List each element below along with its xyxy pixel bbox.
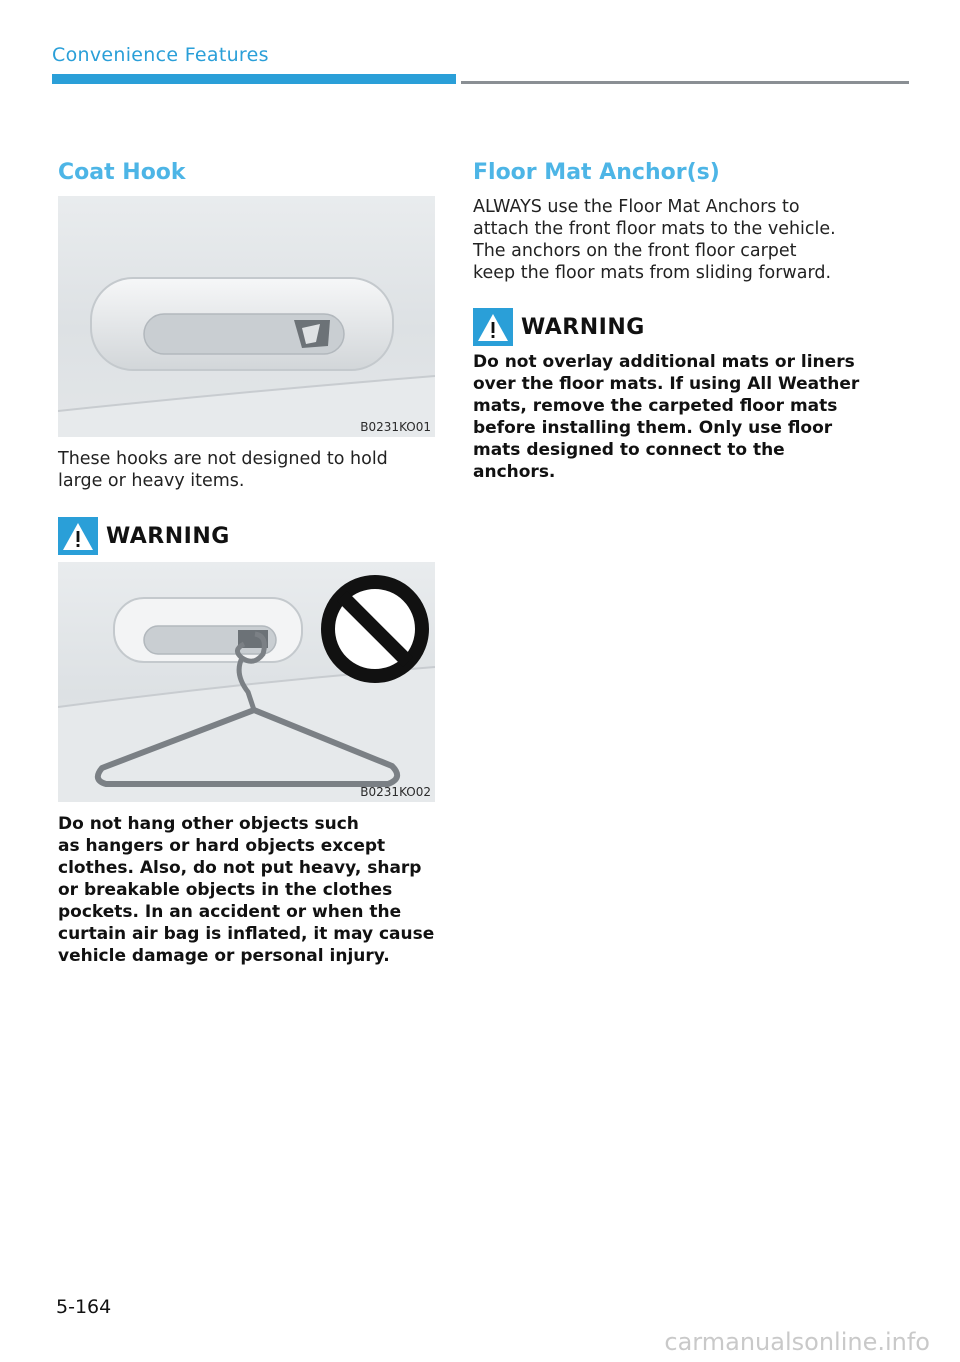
watermark: carmanualsonline.info — [664, 1328, 930, 1356]
coat-hook-warning-header — [58, 517, 230, 555]
coat-hook-title: Coat Hook — [58, 160, 186, 185]
warning-label: WARNING — [106, 523, 230, 549]
header-bar-accent — [52, 74, 456, 84]
floor-mat-title: Floor Mat Anchor(s) — [473, 160, 720, 185]
warning-icon — [58, 517, 98, 555]
coat-hook-illustration — [58, 196, 435, 437]
warning-label: WARNING — [521, 314, 645, 340]
prohibited-icon — [320, 574, 430, 684]
page-number: 5-164 — [56, 1296, 112, 1318]
coat-hook-body-line-1: These hooks are not designed to hold — [58, 449, 388, 469]
header-bar-rule — [461, 81, 909, 84]
figure-code: B0231KO02 — [360, 785, 431, 799]
figure-code: B0231KO01 — [360, 420, 431, 434]
coat-hook-body-line-2: large or heavy items. — [58, 471, 245, 491]
floor-mat-warning-header — [473, 308, 645, 346]
header-title: Convenience Features — [52, 44, 269, 66]
coat-hook-figure — [58, 196, 435, 437]
warning-icon — [473, 308, 513, 346]
hanger-warning-figure — [58, 562, 435, 802]
